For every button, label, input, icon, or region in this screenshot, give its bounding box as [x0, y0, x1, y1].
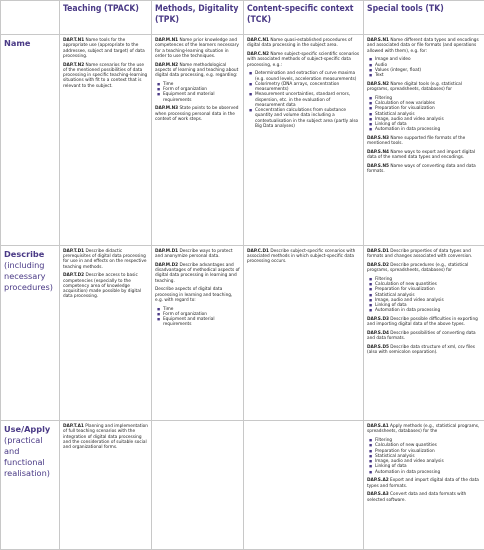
competency-statement — [63, 63, 148, 89]
list-item: ■ Image, audio and video analysis — [375, 459, 481, 464]
competency-text: Export and import digital data of the data types and formats. — [367, 478, 479, 489]
list-item: ■ Time — [163, 307, 240, 312]
competency-statement — [367, 164, 481, 175]
header-content-context: Content-specific context (TCK) — [244, 1, 364, 35]
list-item: ■ Filtering — [375, 277, 481, 282]
competency-code: DAP.M.N3 — [155, 106, 179, 112]
list-item: ■ Image and video — [375, 57, 481, 62]
competency-code: DAP.T.N1 — [63, 38, 85, 44]
competency-code: DAP.S.D1 — [367, 248, 389, 254]
list-item: ■ Equipment and material requirements — [163, 317, 240, 328]
competency-text: Name digital tools (e.g. statistical programs, spreadsheets, databases) for — [367, 81, 462, 93]
competency-text: Name methodological aspects of learning and teaching about digital data processing, e.g. regarding: — [155, 62, 239, 79]
cell-special-tools — [364, 421, 484, 550]
list-item: ■ Linking of data — [375, 122, 481, 127]
cell-methods — [152, 245, 244, 420]
list-item: ■ Values (integer, float) — [375, 68, 481, 73]
row-label: Describe — [4, 248, 45, 259]
cell-teaching — [60, 35, 152, 246]
list-item: ■ Equipment and material requirements — [163, 92, 240, 103]
competency-statement — [155, 38, 240, 59]
competency-text: State points to be observed when processing personal data in the context of work steps. — [155, 106, 239, 122]
competency-statement — [63, 424, 148, 450]
competency-text: Planning and implementation of full teaching scenarios with the integration of digital data processing and the consideration of suitable social and organizational forms. — [63, 424, 148, 451]
competency-text: Apply methods (e.g., statistical programs, spreadsheets, databases) for the — [367, 424, 480, 435]
competency-text: Describe subject-specific scenarios with associated methods in which subject-specific data processing occurs. — [247, 248, 356, 265]
competency-statement — [155, 287, 240, 303]
competency-code: DAP.M.D1 — [155, 248, 179, 254]
list-item: ■ Automation in data processing — [375, 308, 481, 313]
competency-text: Name ways of converting data and data formats. — [367, 164, 476, 175]
competency-statement — [367, 345, 481, 356]
cell-methods — [152, 421, 244, 550]
header-row — [1, 1, 484, 35]
competency-code: DAP.C.N2 — [247, 52, 270, 58]
row-label: Use/Apply — [4, 424, 51, 435]
competency-text: Convert data and data formats with selected software. — [367, 492, 467, 503]
competency-code: DAP.S.D5 — [367, 345, 389, 351]
competency-code: DAP.S.D4 — [367, 331, 389, 337]
competency-code: DAP.C.D1 — [247, 248, 269, 254]
competency-code: DAP.S.N1 — [367, 38, 389, 44]
list-item: ■ Concentration calculations from substance quantity and volume data including a contextualisation in the subject area (partly also Big Data analyses) — [255, 108, 360, 129]
competency-text: Name ways to export and import digital data of the named data types and encodings. — [367, 150, 476, 161]
competency-statement — [367, 424, 481, 435]
competency-code: DAP.S.A1 — [367, 424, 389, 430]
bullet-list — [367, 96, 481, 133]
competency-text: Describe advantages and disadvantages of methodical aspects of digital data processing in learning and teaching. — [155, 262, 240, 284]
bullet-list — [247, 71, 360, 129]
competency-statement — [155, 63, 240, 79]
competency-statement — [367, 249, 481, 260]
competency-code: DAP.S.A3 — [367, 492, 389, 498]
row-header — [1, 35, 60, 246]
header-methods: Methods, Digitality (TPK) — [152, 1, 244, 35]
list-item: ■ Linking of data — [375, 464, 481, 469]
competency-text: Name quasi-established procedures of digital data processing in the subject area. — [247, 38, 353, 49]
cell-content-context — [244, 35, 364, 246]
list-item: ■ Linking of data — [375, 303, 481, 308]
list-item: ■ Measurement uncertainties, standard errors, dispersion, etc. in the evaluation of measurement data — [255, 92, 360, 108]
competency-statement — [367, 82, 481, 93]
list-item: ■ Form of organization — [163, 312, 240, 317]
bullet-list — [367, 438, 481, 475]
row-sublabel: (including necessary procedures) — [4, 259, 54, 292]
bullet-list — [155, 307, 240, 328]
list-item: ■ Form of organization — [163, 87, 240, 92]
competency-code: DAP.S.A2 — [367, 478, 389, 484]
row-header — [1, 245, 60, 420]
list-item: ■ Filtering — [375, 96, 481, 101]
list-item: ■ Time — [163, 82, 240, 87]
header-corner — [1, 1, 60, 35]
row-sublabel: (practical and functional realisation) — [4, 435, 50, 479]
competency-code: DAP.C.N1 — [247, 38, 270, 44]
list-item: ■ Determination and extraction of curve maxima (e.g. sound levels, acceleration measurements) — [255, 71, 360, 82]
list-item: ■ Statistical analysis — [375, 454, 481, 459]
competency-statement — [155, 263, 240, 284]
competency-statement — [63, 249, 148, 270]
competency-text: Describe ways to protect and anonymize personal data. — [155, 248, 233, 260]
competency-statement — [247, 249, 360, 265]
competency-statement — [367, 150, 481, 161]
list-item: ■ Calculation of new quantities — [375, 443, 481, 448]
cell-content-context — [244, 245, 364, 420]
competency-statement — [367, 478, 481, 489]
list-item: ■ Filtering — [375, 438, 481, 443]
competency-statement — [63, 273, 148, 299]
competency-code: DAP.M.N2 — [155, 62, 179, 68]
list-item: ■ Calculation of new quantities — [375, 282, 481, 287]
list-item: ■ Colorimetry (DNA arrays, concentration measurements) — [255, 82, 360, 93]
list-item: ■ Preparation for visualization — [375, 449, 481, 454]
competency-code: DAP.S.D2 — [367, 262, 389, 268]
competency-text: Describe possibilities of converting data and data formats. — [367, 331, 476, 342]
competency-text: Describe data structure of xml, csv files (also with semicolon separation). — [367, 345, 475, 356]
competency-text: Name prior knowledge and competences of the learners necessary for a teaching-learning situation in order to use the techniques. — [155, 38, 239, 59]
list-item: ■ Statistical analysis — [375, 293, 481, 298]
competency-text: Describe access to basic competencies (especially to the competency area of knowledge acquisition) made possible by digital data processing. — [63, 273, 141, 300]
competency-statement — [367, 263, 481, 274]
competency-code: DAP.M.N1 — [155, 38, 179, 44]
competency-code: DAP.M.D2 — [155, 262, 179, 268]
list-item: ■ Audio — [375, 63, 481, 68]
competency-text: Describe possible difficulties in exporting and importing digital data of the above types. — [367, 317, 478, 328]
list-item: ■ Statistical analysis — [375, 112, 481, 117]
header-special-tools: Special tools (TK) — [364, 1, 484, 35]
list-item: ■ Preparation for visualization — [375, 287, 481, 292]
competency-statement — [247, 38, 360, 49]
list-item: ■ Automation in data processing — [375, 470, 481, 475]
list-item: ■ Calculation of new variables — [375, 101, 481, 106]
table-row — [1, 421, 484, 550]
list-item: ■ Text — [375, 73, 481, 78]
competency-code: DAP.S.D3 — [367, 317, 389, 323]
competency-statement — [63, 38, 148, 59]
table-row — [1, 35, 484, 246]
list-item: ■ Preparation for visualization — [375, 106, 481, 111]
cell-special-tools — [364, 35, 484, 246]
list-item: ■ Image, audio and video analysis — [375, 298, 481, 303]
competency-text: Name subject-specific scientific scenarios with associated methods of subject-specific data processing, e.g.: — [247, 52, 360, 68]
cell-special-tools — [364, 245, 484, 420]
competency-statement — [247, 52, 360, 68]
competency-text: Name supported file formats of the mentioned tools. — [367, 136, 466, 147]
row-label: Name — [4, 38, 31, 49]
cell-teaching — [60, 421, 152, 550]
cell-teaching — [60, 245, 152, 420]
competency-code: DAP.S.N2 — [367, 81, 389, 87]
competency-statement — [367, 492, 481, 503]
list-item: ■ Automation in data processing — [375, 127, 481, 132]
list-item: ■ Image, audio and video analysis — [375, 117, 481, 122]
bullet-list — [367, 57, 481, 78]
table-row — [1, 245, 484, 420]
competency-text: Describe aspects of digital data processing in learning and teaching, e.g. with regard to: — [155, 287, 233, 303]
competency-statement — [155, 106, 240, 122]
competency-code: DAP.S.N3 — [367, 136, 389, 142]
competency-statement — [367, 136, 481, 147]
competency-text: Describe didactic prerequisites of digital data processing for use in and effects on the respective teaching methods. — [63, 248, 147, 270]
competency-statement — [367, 331, 481, 342]
competency-code: DAP.T.A1 — [63, 424, 84, 430]
cell-methods — [152, 35, 244, 246]
competency-text: Describe properties of data types and formats and changes associated with conversion. — [367, 248, 473, 260]
competency-text: Name scenarios for the use of the mentioned possibilities of data processing in specific teaching-learning situations with fit to a context that is relevant to the subject. — [63, 62, 148, 89]
competency-code: DAP.T.D2 — [63, 273, 85, 279]
competency-code: DAP.T.N2 — [63, 62, 85, 68]
bullet-list — [367, 277, 481, 314]
bullet-list — [155, 82, 240, 103]
competency-statement — [155, 249, 240, 260]
competency-text: Name tools for the appropriate use (appropriate to the addressee, subject and target) of data processing. — [63, 38, 145, 59]
competency-text: Describe procedures (e.g., statistical programs, spreadsheets, databases) for — [367, 262, 469, 274]
header-teaching: Teaching (TPACK) — [60, 1, 152, 35]
competency-code: DAP.S.N4 — [367, 150, 389, 156]
competency-code: DAP.S.N5 — [367, 164, 389, 170]
competency-code: DAP.T.D1 — [63, 248, 85, 254]
cell-content-context — [244, 421, 364, 550]
competency-statement — [367, 317, 481, 328]
row-header — [1, 421, 60, 550]
competency-statement — [367, 38, 481, 54]
competency-text: Name different data types and encodings and associated data or file formats (and operations allowed with them), e.g. for: — [367, 38, 479, 54]
